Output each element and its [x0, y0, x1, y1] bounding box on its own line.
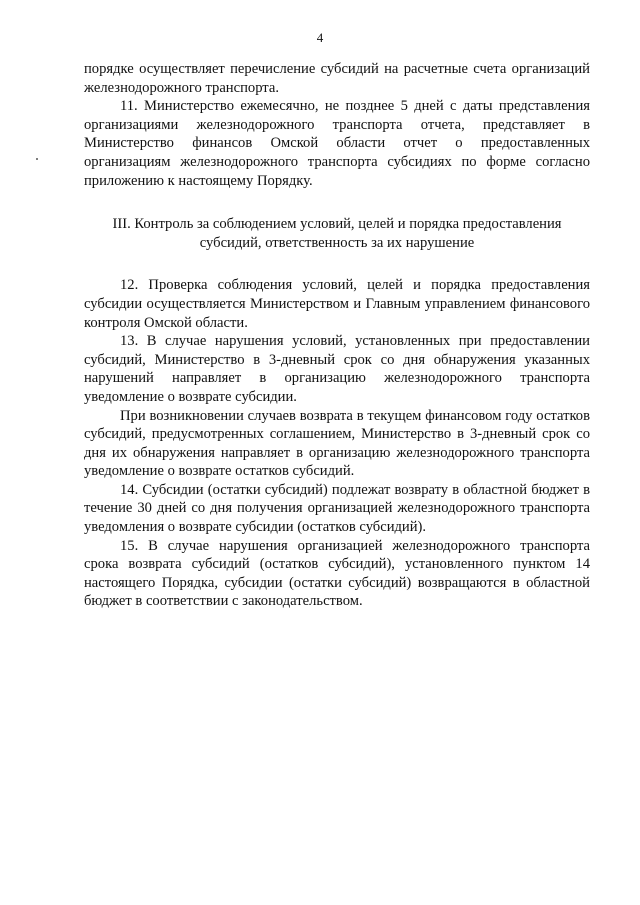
- paragraph-13: 13. В случае нарушения условий, установленных при предоставлении субсидий, Министерство в 3-дневный срок со дня обнаружения указанных нарушений направляет в организацию железнодорожного транспорта уведомление о возврате субсидии.: [84, 333, 590, 405]
- paragraph-11: 11. Министерство ежемесячно, не позднее 5 дней с даты представления организациями железнодорожного транспорта отчета, представляет в Министерство финансов Омской области отчет о предоставленных организациям железнодорожного транспорта субсидиях по форме согласно приложению к настоящему Порядку.: [84, 98, 590, 189]
- section-heading: III. Контроль за соблюдением условий, целей и порядка предоставления субсидий, ответственность за их нарушение: [112, 216, 562, 251]
- paragraph-12: 12. Проверка соблюдения условий, целей и порядка предоставления субсидии осуществляется Министерством и Главным управлением финансового контроля Омской области.: [84, 277, 590, 331]
- paragraph-14: 14. Субсидии (остатки субсидий) подлежат возврату в областной бюджет в течение 30 дней со дня получения организацией железнодорожного транспорта уведомления о возврате субсидии (остатков субсидий).: [84, 481, 590, 536]
- paragraph-13-continued: При возникновении случаев возврата в текущем финансовом году остатков субсидий, предусмотренных соглашением, Министерство в 3-дневный срок со дня их обнаружения направляет в организацию железнодорожного транспорта уведомление о возврате остатков субсидий.: [84, 407, 590, 480]
- margin-mark: [36, 158, 38, 160]
- document-body: [84, 60, 590, 611]
- paragraph-15: 15. В случае нарушения организацией железнодорожного транспорта срока возврата субсидий (остатков субсидий), установленного пунктом 14 настоящего Порядка, субсидии (остатки субсидий) возвращаются в областной бюджет в соответствии с законодательством.: [84, 537, 590, 610]
- page-number: 4: [316, 30, 324, 45]
- paragraph-continued: порядке осуществляет перечисление субсидий на расчетные счета организаций железнодорожного транспорта.: [84, 61, 590, 96]
